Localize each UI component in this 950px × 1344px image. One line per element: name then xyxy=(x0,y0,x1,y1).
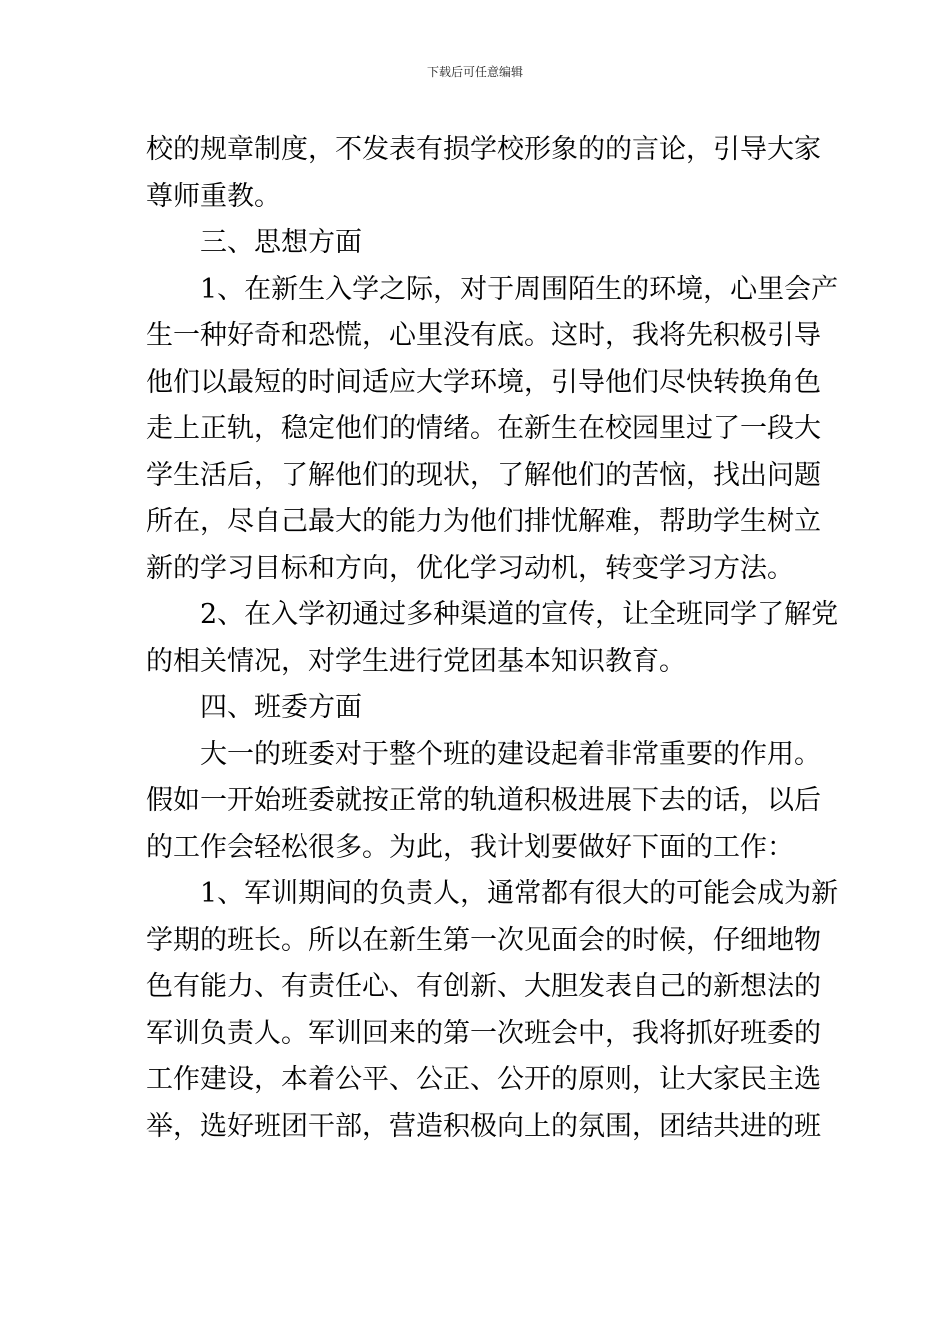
text-line: 校的规章制度，不发表有损学校形象的的言论，引导大家 xyxy=(146,134,821,165)
text-line: 的相关情况，对学生进行党团基本知识教育。 xyxy=(146,645,686,677)
text-line: 色有能力、有责任心、有创新、大胆发表自己的新想法的 xyxy=(146,971,821,1002)
document-body xyxy=(146,127,839,1150)
section-heading: 四、班委方面 xyxy=(200,692,362,723)
text-line: 大一的班委对于整个班的建设起着非常重要的作用。 xyxy=(200,738,821,770)
text-line: 学生活后，了解他们的现状，了解他们的苦恼，找出问题 xyxy=(146,459,821,491)
text-line: 的工作会轻松很多。为此，我计划要做好下面的工作： xyxy=(146,831,794,863)
text-line: 举，选好班团干部，营造积极向上的氛围，团结共进的班 xyxy=(146,1110,821,1142)
text-line: 生一种好奇和恐慌，心里没有底。这时，我将先积极引导 xyxy=(146,320,821,351)
page-header: 下载后可任意编辑 xyxy=(426,65,523,79)
text-line: 2、在入学初通过多种渠道的宣传，让全班同学了解党 xyxy=(200,599,839,630)
text-line: 尊师重教。 xyxy=(146,180,281,212)
text-line: 假如一开始班委就按正常的轨道积极进展下去的话，以后 xyxy=(146,785,821,816)
text-line: 1、军训期间的负责人，通常都有很大的可能会成为新 xyxy=(200,878,839,909)
text-line: 工作建设，本着公平、公正、公开的原则，让大家民主选 xyxy=(146,1064,821,1095)
text-line: 走上正轨，稳定他们的情绪。在新生在校园里过了一段大 xyxy=(146,413,821,444)
text-line: 1、在新生入学之际，对于周围陌生的环境，心里会产 xyxy=(200,273,839,305)
text-line: 所在，尽自己最大的能力为他们排忧解难，帮助学生树立 xyxy=(146,506,821,537)
text-line: 学期的班长。所以在新生第一次见面会的时候，仔细地物 xyxy=(146,924,821,956)
text-line: 新的学习目标和方向，优化学习动机，转变学习方法。 xyxy=(146,552,794,584)
section-heading: 三、思想方面 xyxy=(200,227,362,258)
text-line: 他们以最短的时间适应大学环境，引导他们尽快转换角色 xyxy=(146,366,821,398)
text-line: 军训负责人。军训回来的第一次班会中，我将抓好班委的 xyxy=(146,1017,821,1049)
